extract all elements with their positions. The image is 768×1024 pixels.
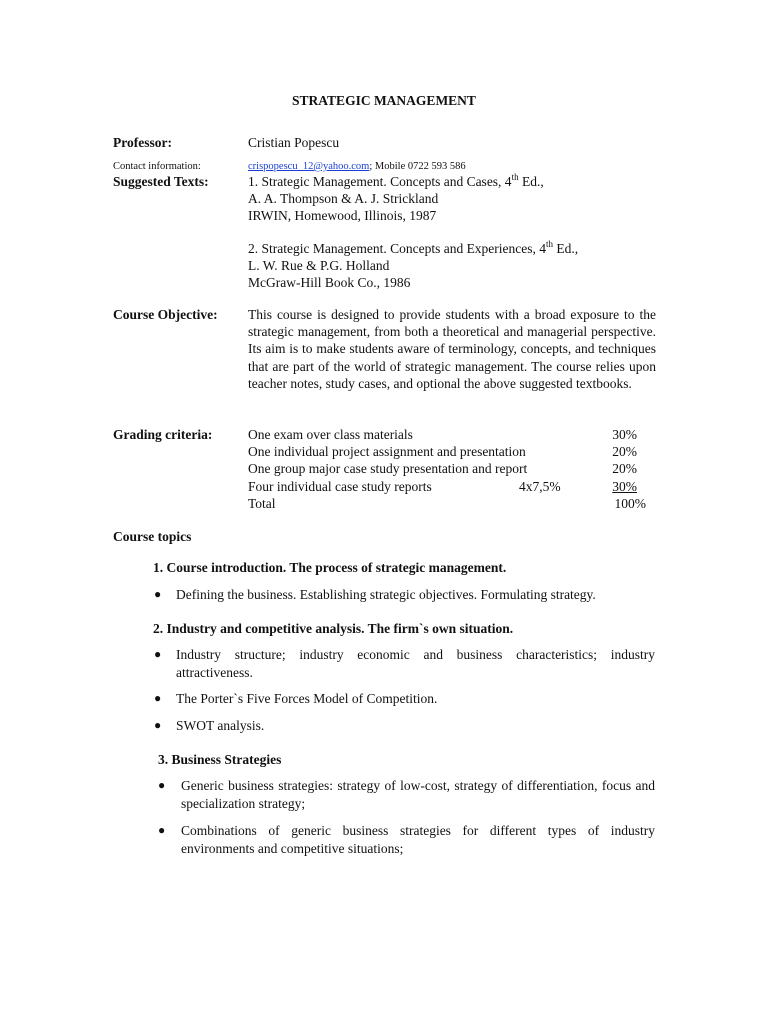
book1-authors: A. A. Thompson & A. J. Strickland <box>248 191 439 206</box>
contact-label: Contact information: <box>113 161 201 172</box>
professor-label: Professor: <box>113 135 172 150</box>
book1-title: 1. Strategic Management. Concepts and Cases, 4th Ed., <box>248 171 544 189</box>
topic-bullet-text: Combinations of generic business strategies for different types of industry environments and competitive situations; <box>181 823 655 856</box>
topic-bullet-text: The Porter`s Five Forces Model of Competition. <box>176 691 438 706</box>
professor-name: Cristian Popescu <box>248 135 340 150</box>
mobile-number: ; Mobile 0722 593 586 <box>369 161 466 172</box>
grading-total-label: Total <box>248 496 276 511</box>
course-topics-label: Course topics <box>113 529 192 544</box>
course-objective-label: Course Objective: <box>113 307 218 322</box>
grading-label: Grading criteria: <box>113 427 213 442</box>
topic-heading-2: 2. Industry and competitive analysis. The firm`s own situation. <box>153 621 514 636</box>
bullet-icon: ● <box>154 647 162 661</box>
bullet-icon: ● <box>158 823 166 837</box>
grading-row-item: One exam over class materials <box>248 427 413 442</box>
topic-bullet-text: SWOT analysis. <box>176 718 265 733</box>
grading-row-item: One individual project assignment and presentation <box>248 444 526 459</box>
topic-bullet-text: Industry structure; industry economic and business characteristics; industry attractiveness. <box>176 647 655 680</box>
grading-row-item: Four individual case study reports <box>248 479 432 494</box>
topic-bullet-text: Generic business strategies: strategy of low-cost, strategy of differentiation, focus and specialization strategy; <box>181 778 655 811</box>
bullet-icon: ● <box>158 778 166 792</box>
book2-title: 2. Strategic Management. Concepts and Experiences, 4th Ed., <box>248 238 579 256</box>
book2-authors: L. W. Rue & P.G. Holland <box>248 258 390 273</box>
book2-publisher: McGraw-Hill Book Co., 1986 <box>248 275 411 290</box>
bullet-icon: ● <box>154 718 162 732</box>
email-link[interactable]: crispopescu_12@yahoo.com <box>248 161 370 172</box>
grading-row-pct: 30% <box>612 479 637 494</box>
bullet-icon: ● <box>154 587 162 601</box>
topic-bullet-text: Defining the business. Establishing strategic objectives. Formulating strategy. <box>176 587 596 602</box>
grading-row-pct: 20% <box>612 461 637 476</box>
page-title: STRATEGIC MANAGEMENT <box>292 93 476 108</box>
topic-heading-1: 1. Course introduction. The process of strategic management. <box>153 560 507 575</box>
course-objective-text: This course is designed to provide students with a broad exposure to the strategic management, from both a theoretical and managerial perspective. Its aim is to make students aware of terminology, concepts, and techniques that are part of the world of strategic management. The course relies upon teacher notes, study cases, and optional the above suggested textbooks. <box>248 307 656 391</box>
grading-row-pct: 20% <box>612 444 637 459</box>
grading-total-pct: 100% <box>614 496 646 511</box>
grading-row-extra: 4x7,5% <box>519 479 561 494</box>
bullet-icon: ● <box>154 691 162 705</box>
topic-heading-3: 3. Business Strategies <box>158 752 282 767</box>
suggested-texts-label: Suggested Texts: <box>113 174 209 189</box>
grading-row-item: One group major case study presentation and report <box>248 461 528 476</box>
book1-publisher: IRWIN, Homewood, Illinois, 1987 <box>248 208 437 223</box>
grading-row-pct: 30% <box>612 427 637 442</box>
